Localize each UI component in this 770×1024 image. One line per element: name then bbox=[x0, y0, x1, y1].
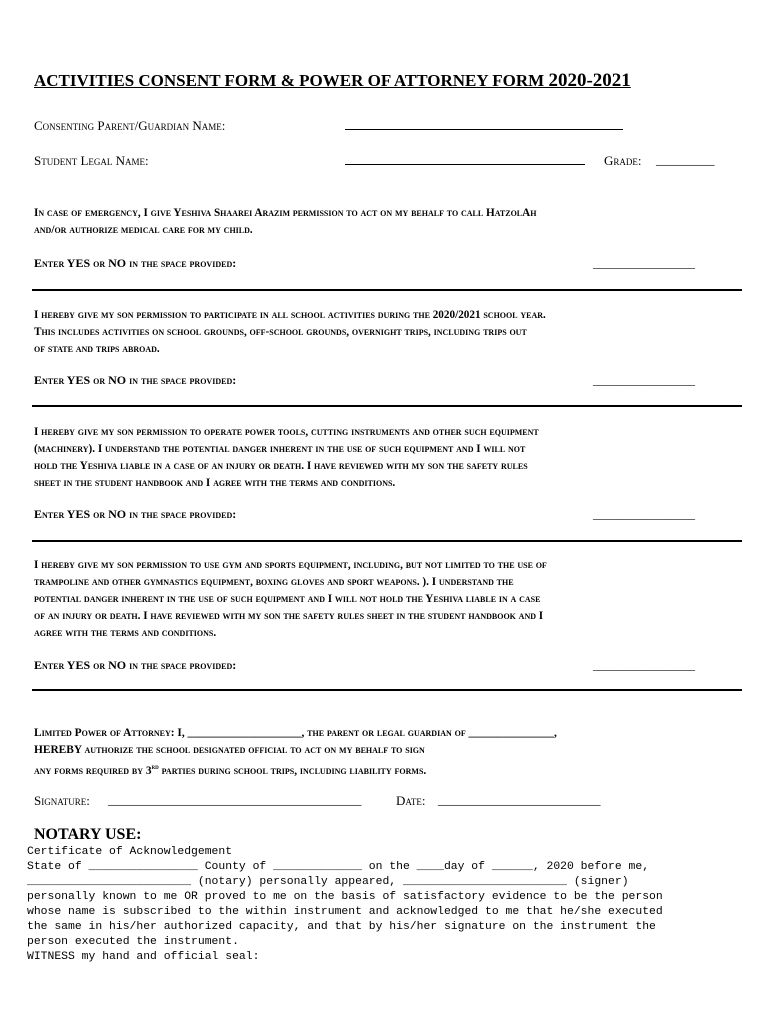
paragraph-line: I hereby give my son permission to use gym and sports equipment, including, but not limited to the use of bbox=[34, 559, 547, 571]
notary-line: ________________________ (notary) personally appeared, ________________________ (signer) bbox=[27, 876, 629, 888]
poa-line-text: any forms required by 3 bbox=[34, 764, 152, 777]
poa-line bbox=[34, 759, 746, 780]
power-tools-consent-text bbox=[34, 424, 746, 492]
notary-line: Certificate of Acknowledgement bbox=[27, 846, 233, 858]
date-label: Date: bbox=[396, 793, 426, 808]
grade-label: Grade: bbox=[604, 153, 642, 168]
parent-name-label: Consenting Parent/Guardian Name: bbox=[34, 118, 226, 133]
notary-line: State of ________________ County of _____________ on the ____day of ______, 2020 before me, bbox=[27, 861, 650, 873]
section-divider bbox=[32, 405, 742, 407]
date-field[interactable]: _________________________ bbox=[438, 792, 601, 807]
paragraph-line: and/or authorize medical care for my child. bbox=[34, 224, 253, 236]
notary-line: WITNESS my hand and official seal: bbox=[27, 951, 260, 963]
gym-equipment-consent-text bbox=[34, 557, 746, 642]
paragraph-line: sheet in the student handbook and I agree with the terms and conditions. bbox=[34, 477, 396, 489]
enter-yes-no-label: Enter YES or NO in the space provided: bbox=[34, 256, 237, 270]
paragraph-line: of an injury or death. I have reviewed with my son the safety rules sheet in the student handbook and I bbox=[34, 610, 544, 622]
paragraph-line: of state and trips abroad. bbox=[34, 343, 160, 355]
paragraph-line: In case of emergency, I give Yeshiva Shaarei Arazim permission to act on my behalf to call HatzolAh bbox=[34, 207, 537, 219]
notary-certificate bbox=[27, 845, 663, 965]
signature-label: Signature: bbox=[34, 793, 90, 808]
notary-line: personally known to me OR proved to me on the basis of satisfactory evidence to be the person bbox=[27, 891, 663, 903]
paragraph-line: (machinery). I understand the potential danger inherent in the use of such equipment and I will not bbox=[34, 443, 526, 455]
power-of-attorney-text bbox=[34, 725, 746, 780]
signature-field[interactable]: _______________________________________ bbox=[108, 792, 362, 807]
activities-consent-text bbox=[34, 307, 746, 358]
notary-line: the same in his/her authorized capacity, and that by his/her signature on the instrument the bbox=[27, 921, 656, 933]
student-name-label: Student Legal Name: bbox=[34, 153, 149, 168]
paragraph-line: potential danger inherent in the use of such equipment and I will not hold the Yeshiva liable in a case bbox=[34, 593, 541, 605]
section-divider bbox=[32, 540, 742, 542]
paragraph-line: agree with the terms and conditions. bbox=[34, 627, 217, 639]
paragraph-line: I hereby give my son permission to operate power tools, cutting instruments and other such equipment bbox=[34, 426, 539, 438]
emergency-yes-no-field[interactable]: _________________ bbox=[593, 256, 695, 270]
student-name-field[interactable] bbox=[345, 164, 585, 165]
enter-yes-no-label: Enter YES or NO in the space provided: bbox=[34, 507, 237, 521]
notary-line: whose name is subscribed to the within instrument and acknowledged to me that he/she executed bbox=[27, 906, 663, 918]
paragraph-line: hold the Yeshiva liable in a case of an injury or death. I have reviewed with my son the safety rules bbox=[34, 460, 528, 472]
form-title-text: ACTIVITIES CONSENT FORM & POWER OF ATTORNEY FORM bbox=[34, 71, 549, 90]
notary-heading: NOTARY USE: bbox=[34, 826, 142, 843]
power-tools-yes-no-field[interactable]: _________________ bbox=[593, 507, 695, 521]
poa-ordinal-suffix: rd bbox=[151, 763, 159, 771]
poa-line-text: parties during school trips, including liability forms. bbox=[158, 764, 427, 777]
form-title-year: 2020-2021 bbox=[548, 70, 631, 91]
notary-line: person executed the instrument. bbox=[27, 936, 239, 948]
form-title bbox=[34, 70, 631, 92]
paragraph-line: This includes activities on school grounds, off-school grounds, overnight trips, including trips out bbox=[34, 326, 527, 338]
poa-line: Limited Power of Attorney: I, ____________________, the parent or legal guardian of _______________, bbox=[34, 727, 557, 739]
emergency-consent-text bbox=[34, 205, 746, 239]
gym-yes-no-field[interactable]: _________________ bbox=[593, 658, 695, 672]
paragraph-line: trampoline and other gymnastics equipment, boxing gloves and sport weapons. ). I understand the bbox=[34, 576, 514, 588]
section-divider bbox=[32, 289, 742, 291]
paragraph-line: I hereby give my son permission to participate in all school activities during the 2020/2021 school year. bbox=[34, 309, 546, 321]
enter-yes-no-label: Enter YES or NO in the space provided: bbox=[34, 658, 237, 672]
activities-yes-no-field[interactable]: _________________ bbox=[593, 373, 695, 387]
grade-field[interactable]: _________ bbox=[656, 152, 715, 167]
section-divider bbox=[32, 689, 742, 691]
parent-name-field[interactable] bbox=[345, 129, 623, 130]
enter-yes-no-label: Enter YES or NO in the space provided: bbox=[34, 373, 237, 387]
poa-line: HEREBY authorize the school designated official to act on my behalf to sign bbox=[34, 744, 425, 756]
